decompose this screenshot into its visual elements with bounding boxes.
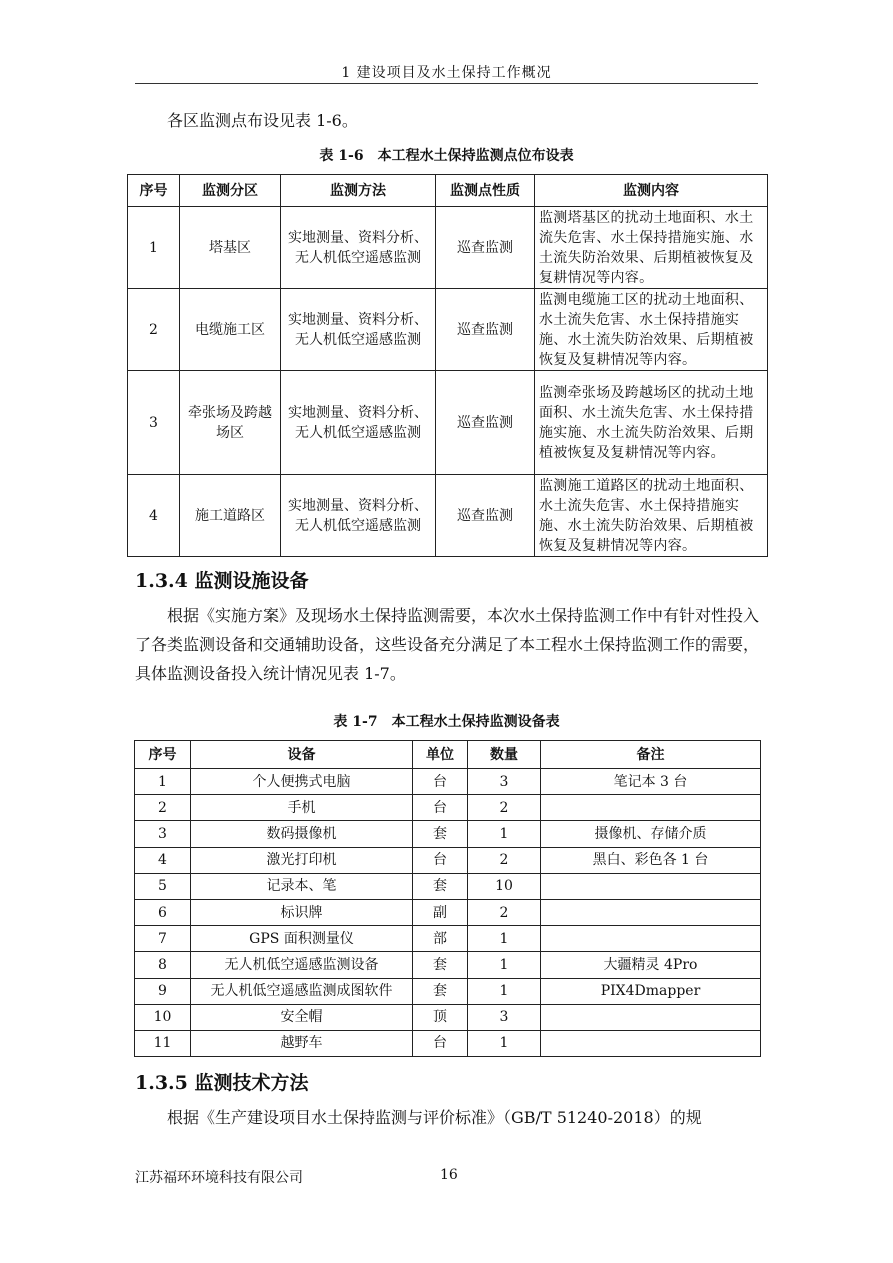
cell-remarks [541, 795, 761, 821]
cell-index: 4 [135, 847, 191, 873]
page-number: 16 [440, 1167, 458, 1183]
cell-unit: 套 [413, 952, 468, 978]
cell-unit: 套 [413, 978, 468, 1004]
table-row [135, 847, 761, 873]
col-header-method: 监测方法 [281, 175, 436, 207]
cell-remarks: 黑白、彩色各 1 台 [541, 847, 761, 873]
cell-equipment: 越野车 [191, 1030, 413, 1056]
cell-unit: 台 [413, 769, 468, 795]
cell-index: 11 [135, 1030, 191, 1056]
cell-equipment: 记录本、笔 [191, 873, 413, 899]
cell-quantity: 2 [468, 899, 541, 925]
cell-unit: 台 [413, 795, 468, 821]
cell-method: 实地测量、资料分析、无人机低空遥感监测 [281, 371, 436, 475]
cell-nature: 巡查监测 [436, 371, 535, 475]
equipment-table [134, 740, 761, 1057]
table-header-row [128, 175, 768, 207]
col-header-zone: 监测分区 [180, 175, 281, 207]
cell-equipment: 激光打印机 [191, 847, 413, 873]
cell-remarks [541, 1030, 761, 1056]
col-header-quantity: 数量 [468, 741, 541, 769]
cell-quantity: 1 [468, 926, 541, 952]
cell-equipment: 手机 [191, 795, 413, 821]
cell-index: 10 [135, 1004, 191, 1030]
cell-quantity: 1 [468, 952, 541, 978]
col-header-equipment: 设备 [191, 741, 413, 769]
cell-index: 3 [128, 371, 180, 475]
table-row [135, 926, 761, 952]
cell-unit: 台 [413, 847, 468, 873]
cell-zone: 牵张场及跨越场区 [180, 371, 281, 475]
cell-index: 4 [128, 475, 180, 557]
table-row [135, 873, 761, 899]
cell-unit: 部 [413, 926, 468, 952]
cell-method: 实地测量、资料分析、无人机低空遥感监测 [281, 289, 436, 371]
cell-quantity: 2 [468, 795, 541, 821]
cell-nature: 巡查监测 [436, 207, 535, 289]
monitoring-points-table [127, 174, 768, 557]
cell-unit: 副 [413, 899, 468, 925]
footer-company: 江苏福环环境科技有限公司 [135, 1170, 303, 1186]
cell-equipment: 无人机低空遥感监测设备 [191, 952, 413, 978]
cell-remarks: 大疆精灵 4Pro [541, 952, 761, 978]
col-header-nature: 监测点性质 [436, 175, 535, 207]
cell-unit: 台 [413, 1030, 468, 1056]
col-header-unit: 单位 [413, 741, 468, 769]
col-header-remarks: 备注 [541, 741, 761, 769]
header-rule [135, 83, 758, 84]
cell-remarks [541, 926, 761, 952]
cell-content: 监测施工道路区的扰动土地面积、水土流失危害、水土保持措施实施、水土流失防治效果、后期植被恢复及复耕情况等内容。 [535, 475, 768, 557]
cell-index: 2 [135, 795, 191, 821]
table-row [135, 1004, 761, 1030]
intro-paragraph: 各区监测点布设见表 1-6。 [167, 111, 358, 130]
cell-equipment: 安全帽 [191, 1004, 413, 1030]
cell-remarks [541, 1004, 761, 1030]
table-row [128, 475, 768, 557]
cell-remarks: PIX4Dmapper [541, 978, 761, 1004]
table-row [135, 795, 761, 821]
col-header-index: 序号 [135, 741, 191, 769]
section-1-3-5-heading: 1.3.5 监测技术方法 [135, 1072, 309, 1094]
cell-index: 3 [135, 821, 191, 847]
cell-quantity: 1 [468, 978, 541, 1004]
table-1-7-caption: 表 1-7 本工程水土保持监测设备表 [333, 714, 560, 730]
table-row [135, 1030, 761, 1056]
table-row [128, 207, 768, 289]
cell-index: 1 [135, 769, 191, 795]
cell-zone: 塔基区 [180, 207, 281, 289]
cell-equipment: 个人便携式电脑 [191, 769, 413, 795]
cell-remarks: 笔记本 3 台 [541, 769, 761, 795]
table-row [135, 978, 761, 1004]
table-row [128, 289, 768, 371]
cell-content: 监测电缆施工区的扰动土地面积、水土流失危害、水土保持措施实施、水土流失防治效果、后期植被恢复及复耕情况等内容。 [535, 289, 768, 371]
cell-content: 监测牵张场及跨越场区的扰动土地面积、水土流失危害、水土保持措施实施、水土流失防治效果、后期植被恢复及复耕情况等内容。 [535, 371, 768, 475]
cell-nature: 巡查监测 [436, 475, 535, 557]
cell-method: 实地测量、资料分析、无人机低空遥感监测 [281, 475, 436, 557]
section-1-3-5-paragraph: 根据《生产建设项目水土保持监测与评价标准》（GB/T 51240-2018）的规 [167, 1108, 702, 1127]
cell-equipment: 无人机低空遥感监测成图软件 [191, 978, 413, 1004]
table-row [135, 769, 761, 795]
table-1-6-caption: 表 1-6 本工程水土保持监测点位布设表 [319, 148, 574, 164]
cell-method: 实地测量、资料分析、无人机低空遥感监测 [281, 207, 436, 289]
cell-index: 9 [135, 978, 191, 1004]
table-row [135, 899, 761, 925]
cell-quantity: 1 [468, 1030, 541, 1056]
cell-unit: 顶 [413, 1004, 468, 1030]
col-header-index: 序号 [128, 175, 180, 207]
cell-unit: 套 [413, 873, 468, 899]
cell-index: 6 [135, 899, 191, 925]
col-header-content: 监测内容 [535, 175, 768, 207]
cell-quantity: 3 [468, 769, 541, 795]
cell-remarks [541, 899, 761, 925]
cell-nature: 巡查监测 [436, 289, 535, 371]
cell-quantity: 1 [468, 821, 541, 847]
cell-equipment: 数码摄像机 [191, 821, 413, 847]
section-1-3-4-paragraph: 根据《实施方案》及现场水土保持监测需要，本次水土保持监测工作中有针对性投入了各类监测设备和交通辅助设备，这些设备充分满足了本工程水土保持监测工作的需要，具体监测设备投入统计情况见表 1-7。 [135, 606, 760, 683]
cell-zone: 施工道路区 [180, 475, 281, 557]
cell-index: 2 [128, 289, 180, 371]
table-header-row [135, 741, 761, 769]
section-1-3-4-heading: 1.3.4 监测设施设备 [135, 570, 309, 592]
cell-content: 监测塔基区的扰动土地面积、水土流失危害、水土保持措施实施、水土流失防治效果、后期植被恢复及复耕情况等内容。 [535, 207, 768, 289]
cell-unit: 套 [413, 821, 468, 847]
cell-index: 7 [135, 926, 191, 952]
table-row [135, 821, 761, 847]
cell-equipment: GPS 面积测量仪 [191, 926, 413, 952]
cell-index: 1 [128, 207, 180, 289]
cell-quantity: 10 [468, 873, 541, 899]
cell-zone: 电缆施工区 [180, 289, 281, 371]
cell-index: 8 [135, 952, 191, 978]
cell-remarks: 摄像机、存储介质 [541, 821, 761, 847]
cell-remarks [541, 873, 761, 899]
table-row [128, 371, 768, 475]
cell-equipment: 标识牌 [191, 899, 413, 925]
cell-quantity: 2 [468, 847, 541, 873]
cell-quantity: 3 [468, 1004, 541, 1030]
cell-index: 5 [135, 873, 191, 899]
table-row [135, 952, 761, 978]
running-header: 1 建设项目及水土保持工作概况 [341, 65, 552, 81]
